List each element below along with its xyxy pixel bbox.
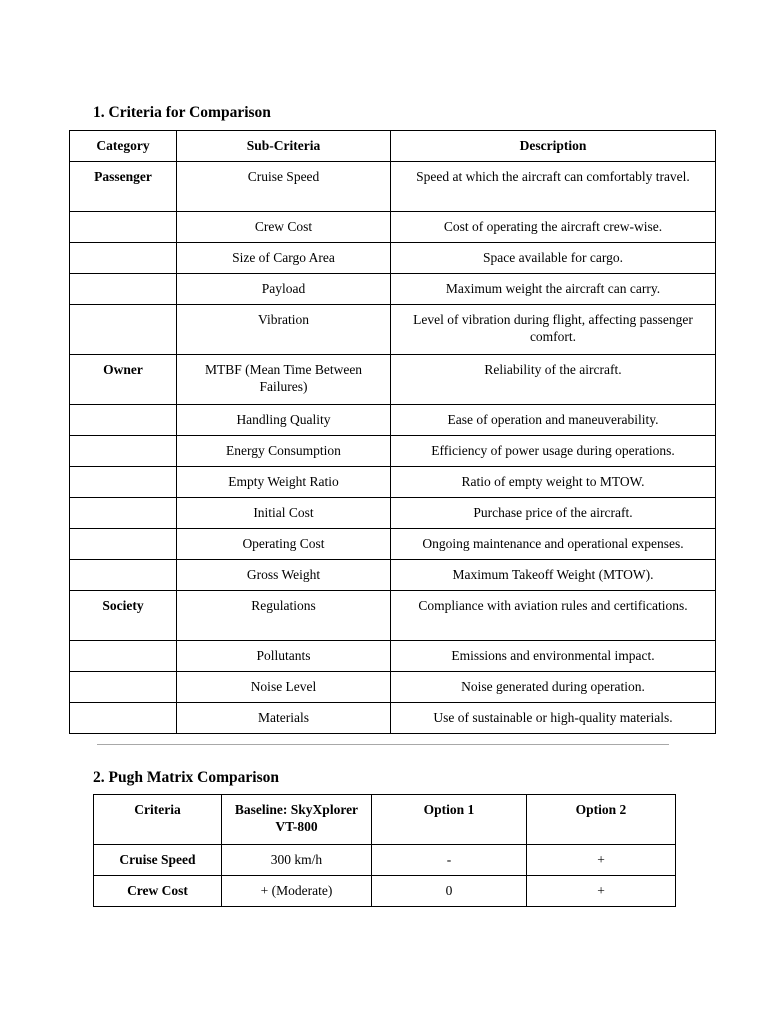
table-row [70,436,716,467]
category-cell: Passenger [70,162,177,212]
category-cell [70,529,177,560]
table-row [70,560,716,591]
sub-criteria-cell: Initial Cost [177,498,391,529]
table-row [70,467,716,498]
category-cell [70,467,177,498]
description-cell: Emissions and environmental impact. [391,641,716,672]
criteria-cell: Crew Cost [94,876,222,907]
category-cell [70,703,177,734]
description-cell: Use of sustainable or high-quality materials. [391,703,716,734]
sub-criteria-cell: Noise Level [177,672,391,703]
pugh-header-row [94,795,676,845]
category-cell [70,212,177,243]
sub-criteria-cell: Empty Weight Ratio [177,467,391,498]
sub-criteria-cell: Payload [177,274,391,305]
section-divider [97,744,669,745]
category-cell [70,436,177,467]
header-category: Category [70,131,177,162]
description-cell: Reliability of the aircraft. [391,355,716,405]
sub-criteria-cell: MTBF (Mean Time Between Failures) [177,355,391,405]
sub-criteria-cell: Cruise Speed [177,162,391,212]
description-cell: Level of vibration during flight, affecting passenger comfort. [391,305,716,355]
sub-criteria-cell: Pollutants [177,641,391,672]
table-row [70,641,716,672]
category-cell: Society [70,591,177,641]
sub-criteria-cell: Crew Cost [177,212,391,243]
table-row [70,405,716,436]
pugh-section-title: 2. Pugh Matrix Comparison [93,769,279,786]
table-row [70,162,716,212]
description-cell: Purchase price of the aircraft. [391,498,716,529]
option-1-cell: 0 [372,876,527,907]
header-baseline: Baseline: SkyXplorer VT-800 [222,795,372,845]
sub-criteria-cell: Handling Quality [177,405,391,436]
table-row [94,845,676,876]
header-criteria: Criteria [94,795,222,845]
description-cell: Noise generated during operation. [391,672,716,703]
table-row [70,355,716,405]
category-cell [70,243,177,274]
criteria-table [69,130,716,734]
category-cell: Owner [70,355,177,405]
sub-criteria-cell: Regulations [177,591,391,641]
pugh-matrix-table [93,794,676,907]
baseline-cell: 300 km/h [222,845,372,876]
sub-criteria-cell: Size of Cargo Area [177,243,391,274]
description-cell: Maximum Takeoff Weight (MTOW). [391,560,716,591]
sub-criteria-cell: Materials [177,703,391,734]
category-cell [70,274,177,305]
table-row [70,672,716,703]
criteria-cell: Cruise Speed [94,845,222,876]
category-cell [70,672,177,703]
description-cell: Compliance with aviation rules and certifications. [391,591,716,641]
category-cell [70,305,177,355]
description-cell: Maximum weight the aircraft can carry. [391,274,716,305]
header-option-2: Option 2 [527,795,676,845]
sub-criteria-cell: Vibration [177,305,391,355]
table-row [70,703,716,734]
category-cell [70,498,177,529]
description-cell: Speed at which the aircraft can comfortably travel. [391,162,716,212]
baseline-cell: + (Moderate) [222,876,372,907]
criteria-header-row [70,131,716,162]
option-2-cell: + [527,876,676,907]
table-row [70,243,716,274]
table-row [70,305,716,355]
table-row [70,274,716,305]
description-cell: Ratio of empty weight to MTOW. [391,467,716,498]
description-cell: Ease of operation and maneuverability. [391,405,716,436]
description-cell: Ongoing maintenance and operational expenses. [391,529,716,560]
sub-criteria-cell: Gross Weight [177,560,391,591]
table-row [70,591,716,641]
header-sub-criteria: Sub-Criteria [177,131,391,162]
table-row [70,498,716,529]
sub-criteria-cell: Energy Consumption [177,436,391,467]
sub-criteria-cell: Operating Cost [177,529,391,560]
table-row [70,212,716,243]
option-1-cell: - [372,845,527,876]
table-row [70,529,716,560]
header-description: Description [391,131,716,162]
description-cell: Space available for cargo. [391,243,716,274]
description-cell: Cost of operating the aircraft crew-wise. [391,212,716,243]
category-cell [70,405,177,436]
table-row [94,876,676,907]
option-2-cell: + [527,845,676,876]
header-option-1: Option 1 [372,795,527,845]
criteria-section-title: 1. Criteria for Comparison [93,104,271,121]
category-cell [70,641,177,672]
category-cell [70,560,177,591]
description-cell: Efficiency of power usage during operations. [391,436,716,467]
